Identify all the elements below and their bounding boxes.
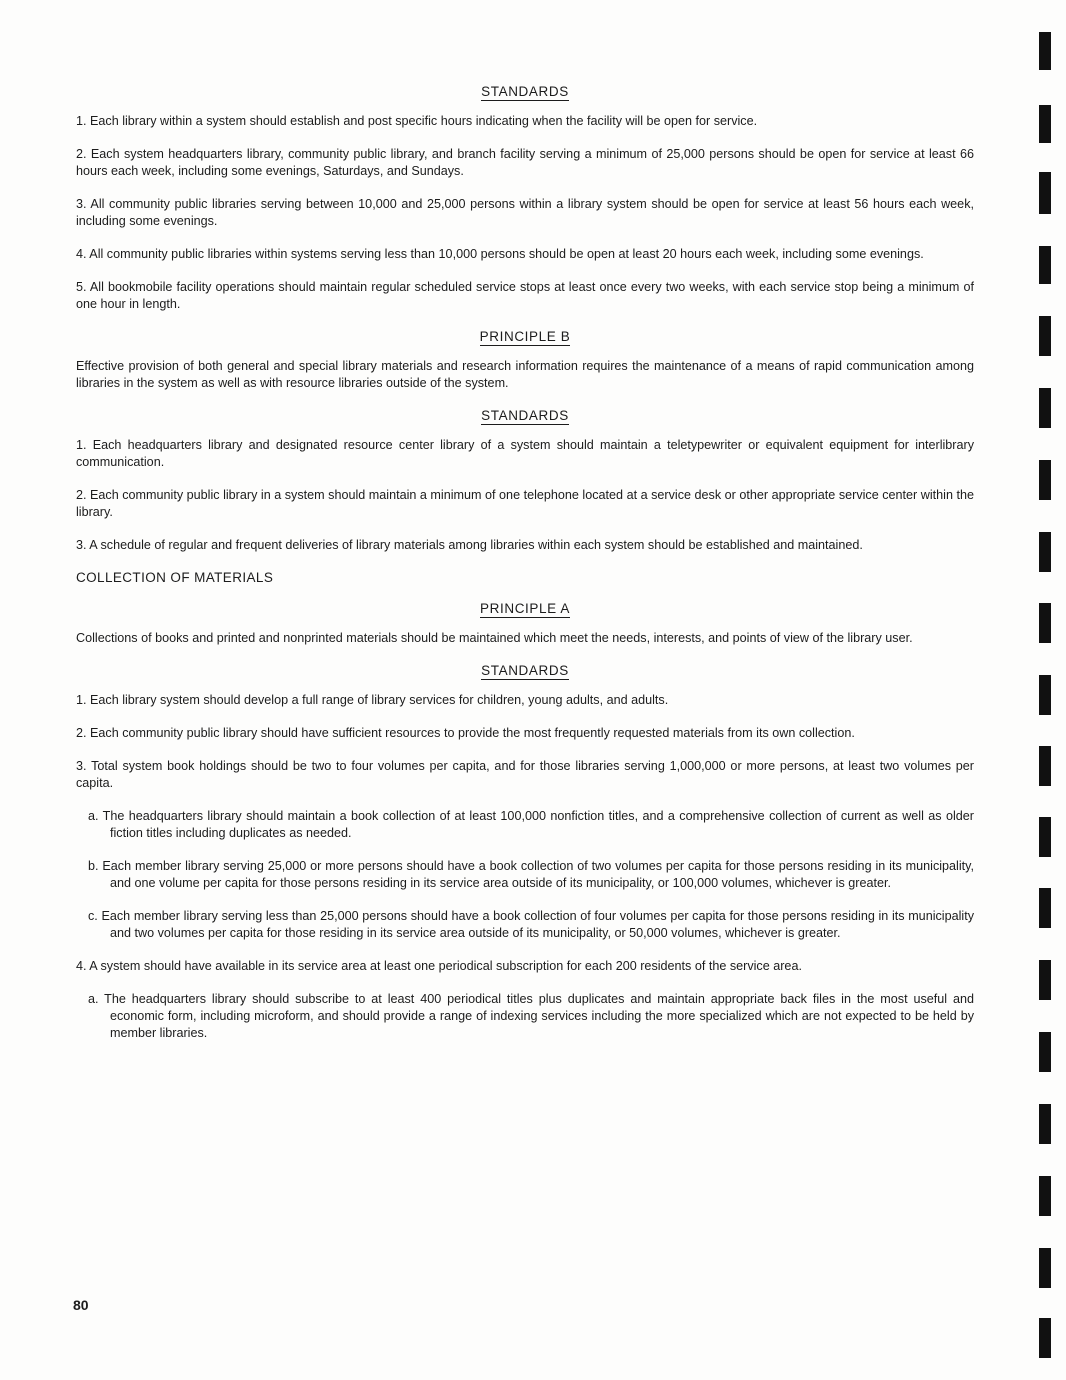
paragraph: 1. Each library system should develop a full range of library services for children, young adults, and adults.	[76, 693, 669, 707]
margin-mark	[1039, 1318, 1051, 1358]
scan-margin-marks	[1039, 0, 1053, 1380]
paragraph: 5. All bookmobile facility operations should maintain regular scheduled service stops at least once every two weeks, with each service stop being a minimum of one hour in length.	[76, 280, 974, 311]
heading-standards: STANDARDS	[481, 84, 569, 99]
sub-paragraph: a. The headquarters library should subscribe to at least 400 periodical titles plus duplicates and maintain appropriate back files in the most useful and economic form, including microform, and should provide a range of indexing services including the more specialized which are not expected to be held by member libraries.	[88, 992, 974, 1040]
sub-paragraph: a. The headquarters library should maintain a book collection of at least 100,000 nonfiction titles, and a comprehensive collection of current as well as older fiction titles including duplicates as needed.	[88, 809, 974, 840]
heading-standards: STANDARDS	[481, 663, 569, 678]
margin-mark	[1039, 105, 1051, 143]
paragraph: Collections of books and printed and nonprinted materials should be maintained which meet the needs, interests, and points of view of the library user.	[76, 631, 913, 645]
paragraph: 3. All community public libraries serving between 10,000 and 25,000 persons within a library system should be open for service at least 56 hours each week, including some evenings.	[76, 197, 974, 228]
heading-standards: STANDARDS	[481, 408, 569, 423]
margin-mark	[1039, 1248, 1051, 1288]
margin-mark	[1039, 246, 1051, 284]
margin-mark	[1039, 316, 1051, 356]
paragraph: 3. Total system book holdings should be two to four volumes per capita, and for those libraries serving 1,000,000 or more persons, at least two volumes per capita.	[76, 759, 974, 790]
margin-mark	[1039, 675, 1051, 715]
paragraph: 2. Each system headquarters library, community public library, and branch facility serving a minimum of 25,000 persons should be open for service at least 66 hours each week, including some evenings, Saturdays, and Sundays.	[76, 147, 974, 178]
page-number: 80	[73, 1297, 89, 1313]
margin-mark	[1039, 1032, 1051, 1072]
margin-mark	[1039, 746, 1051, 786]
paragraph: 1. Each library within a system should establish and post specific hours indicating when the facility will be open for service.	[76, 114, 758, 128]
margin-mark	[1039, 603, 1051, 643]
paragraph: 3. A schedule of regular and frequent deliveries of library materials among libraries within each system should be established and maintained.	[76, 538, 863, 552]
heading-principle-a: PRINCIPLE A	[480, 601, 570, 616]
paragraph: 4. A system should have available in its service area at least one periodical subscription for each 200 residents of the service area.	[76, 959, 802, 973]
sub-paragraph: b. Each member library serving 25,000 or more persons should have a book collection of two volumes per capita for those persons residing in its municipality, and one volume per capita for those persons residing in its service area outside of its municipality, or 100,000 volumes, whichever is greater.	[88, 859, 974, 890]
paragraph: 1. Each headquarters library and designated resource center library of a system should maintain a teletypewriter or equivalent equipment for interlibrary communication.	[76, 438, 974, 469]
paragraph: 2. Each community public library should have sufficient resources to provide the most frequently requested materials from its own collection.	[76, 726, 855, 740]
margin-mark	[1039, 460, 1051, 500]
margin-mark	[1039, 1104, 1051, 1144]
margin-mark	[1039, 32, 1051, 70]
margin-mark	[1039, 532, 1051, 572]
section-title: COLLECTION OF MATERIALS	[76, 570, 274, 585]
margin-mark	[1039, 1176, 1051, 1216]
margin-mark	[1039, 172, 1051, 214]
page-content	[76, 84, 974, 1058]
paragraph: Effective provision of both general and special library materials and research information requires the maintenance of a means of rapid communication among libraries in the system as well as with resource libraries outside of the system.	[76, 359, 974, 390]
margin-mark	[1039, 817, 1051, 857]
paragraph: 2. Each community public library in a system should maintain a minimum of one telephone located at a service desk or other appropriate service center within the library.	[76, 488, 974, 519]
sub-paragraph: c. Each member library serving less than 25,000 persons should have a book collection of four volumes per capita for those persons residing in its municipality and two volumes per capita for those residing in its service area outside of its municipality, or 50,000 volumes, whichever is greater.	[88, 909, 974, 940]
margin-mark	[1039, 960, 1051, 1000]
heading-principle-b: PRINCIPLE B	[479, 329, 571, 344]
paragraph: 4. All community public libraries within systems serving less than 10,000 persons should be open at least 20 hours each week, including some evenings.	[76, 247, 924, 261]
margin-mark	[1039, 888, 1051, 928]
margin-mark	[1039, 388, 1051, 428]
